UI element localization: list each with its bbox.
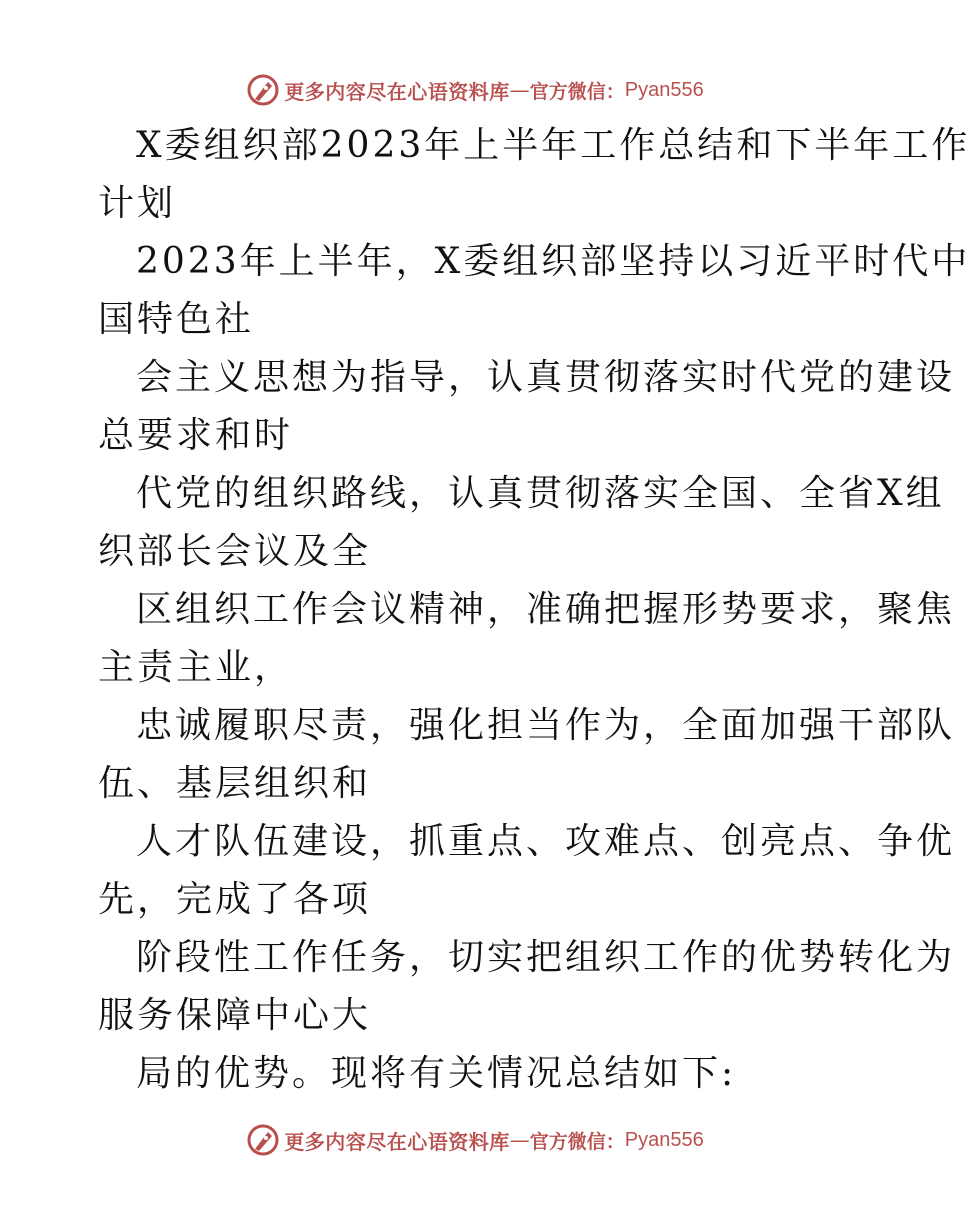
banner-dash: —: [509, 78, 530, 102]
document-title-line-2: 计划: [98, 183, 177, 224]
banner-dash: —: [509, 1128, 530, 1152]
text-line: 人才队伍建设，抓重点、攻难点、创亮点、争优: [136, 821, 956, 862]
text-line: 服务保障中心大: [98, 995, 372, 1036]
text-line: 阶段性工作任务，切实把组织工作的优势转化为: [136, 937, 956, 978]
banner-slogan: 更多内容尽在心语资料库: [284, 1129, 510, 1154]
text-line: 国特色社: [98, 299, 255, 340]
text-line: 总要求和时: [98, 415, 294, 456]
text-line: 织部长会议及全: [98, 531, 372, 572]
banner-wechat-id: Pyan556: [624, 1128, 704, 1151]
banner-wechat-label: 官方微信：: [529, 80, 625, 103]
text-line: 先，完成了各项: [98, 879, 372, 920]
text-line: 代党的组织路线，认真贯彻落实全国、全省X组: [136, 473, 945, 514]
text-line: 区组织工作会议精神，准确把握形势要求，聚焦: [136, 589, 956, 630]
pen-nib-logo-icon: [246, 1123, 280, 1157]
text-line: 忠诚履职尽责，强化担当作为，全面加强干部队: [136, 705, 956, 746]
text-line: 主责主业，: [98, 647, 294, 688]
text-line: 局的优势。现将有关情况总结如下:: [136, 1053, 737, 1094]
banner-wechat-id: Pyan556: [624, 78, 704, 101]
banner-wechat-label: 官方微信：: [529, 1130, 625, 1153]
document-title-line-1: X委组织部2023年上半年工作总结和下半年工作: [136, 125, 970, 166]
text-line: 2023年上半年，X委组织部坚持以习近平时代中: [136, 241, 970, 282]
footer-banner: [0, 1120, 950, 1160]
banner-slogan: 更多内容尽在心语资料库: [284, 79, 510, 104]
pen-nib-logo-icon: [246, 73, 280, 107]
document-body: [98, 117, 970, 1103]
text-line: 伍、基层组织和: [98, 763, 372, 804]
header-banner: [0, 70, 950, 110]
text-line: 会主义思想为指导，认真贯彻落实时代党的建设: [136, 357, 956, 398]
